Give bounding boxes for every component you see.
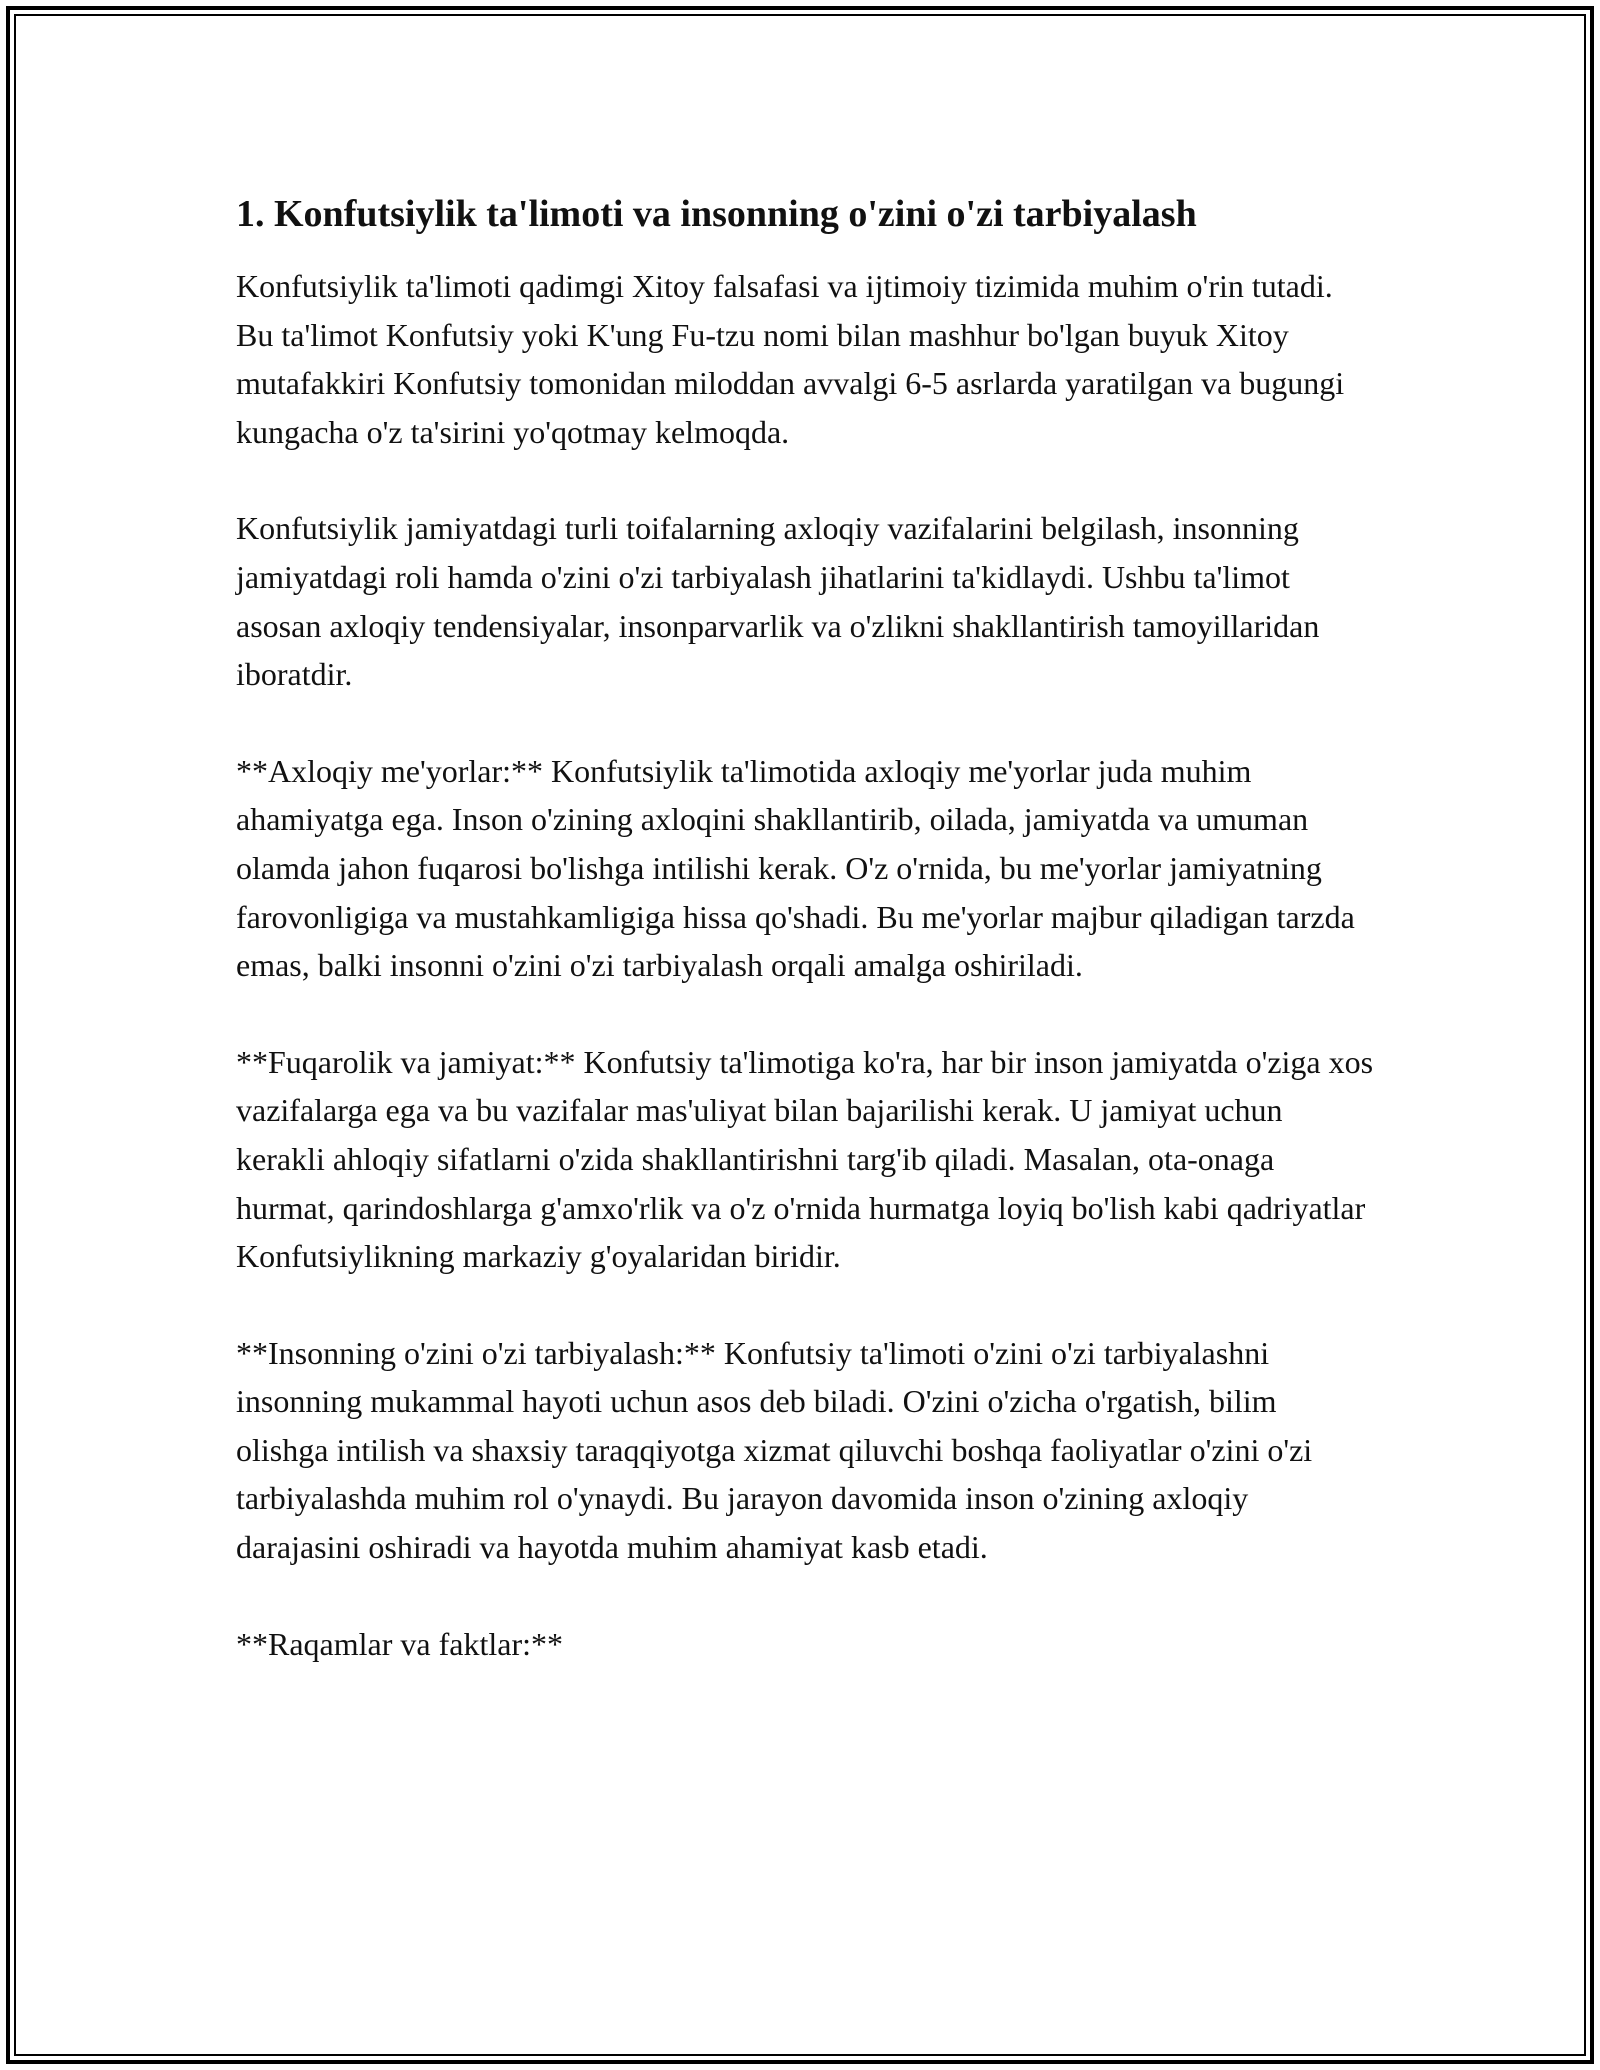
paragraph-overview: Konfutsiylik jamiyatdagi turli toifalarning axloqiy vazifalarini belgilash, insonning jamiyatdagi roli hamda o'zini o'zi tarbiyalash jihatlarini ta'kidlaydi. Ushbu ta'limot asosan axloqiy tendensiyalar, insonparvarlik va o'zlikni shakllantirish tamoyillaridan iboratdir. xyxy=(236,510,1320,693)
paragraph-numbers-facts: **Raqamlar va faktlar:** xyxy=(236,1625,563,1662)
document-body xyxy=(236,188,1376,1716)
paragraph-moral-norms: **Axloqiy me'yorlar:** Konfutsiylik ta'limotida axloqiy me'yorlar juda muhim ahamiyatga ega. Inson o'zining axloqini shakllantirib, oilada, jamiyatda va umuman olamda jahon fuqarosi bo'lishga intilishi kerak. O'z o'rnida, bu me'yorlar jamiyatning farovonligiga va mustahkamligiga hissa qo'shadi. Bu me'yorlar majbur qiladigan tarzda emas, balki insonni o'zini o'zi tarbiyalash orqali amalga oshiriladi. xyxy=(236,752,1355,984)
paragraph-intro: Konfutsiylik ta'limoti qadimgi Xitoy falsafasi va ijtimoiy tizimida muhim o'rin tutadi. Bu ta'limot Konfutsiy yoki K'ung Fu-tzu nomi bilan mashhur bo'lgan buyuk Xitoy mutafakkiri Konfutsiy tomonidan miloddan avvalgi 6-5 asrlarda yaratilgan va bugungi kungacha o'z ta'sirini yo'qotmay kelmoqda. xyxy=(236,268,1345,450)
paragraph-citizenship: **Fuqarolik va jamiyat:** Konfutsiy ta'limotiga ko'ra, har bir inson jamiyatda o'ziga xos vazifalarga ega va bu vazifalar mas'uliyat bilan bajarilishi kerak. U jamiyat uchun kerakli ahloqiy sifatlarni o'zida shakllantirishni targ'ib qiladi. Masalan, ota-onaga hurmat, qarindoshlarga g'amxo'rlik va o'z o'rnida hurmatga loyiq bo'lish kabi qadriyatlar Konfutsiylikning markaziy g'oyalaridan biridir. xyxy=(236,1043,1374,1275)
section-heading: 1. Konfutsiylik ta'limoti va insonning o'zini o'zi tarbiyalash xyxy=(236,193,1197,235)
paragraph-self-cultivation: **Insonning o'zini o'zi tarbiyalash:** Konfutsiy ta'limoti o'zini o'zi tarbiyalashni insonning mukammal hayoti uchun asos deb biladi. O'zini o'zicha o'rgatish, bilim olishga intilish va shaxsiy taraqqiyotga xizmat qiluvchi boshqa faoliyatlar o'zini o'zi tarbiyalashda muhim rol o'ynaydi. Bu jarayon davomida inson o'zining axloqiy darajasini oshiradi va hayotda muhim ahamiyat kasb etadi. xyxy=(236,1334,1313,1566)
